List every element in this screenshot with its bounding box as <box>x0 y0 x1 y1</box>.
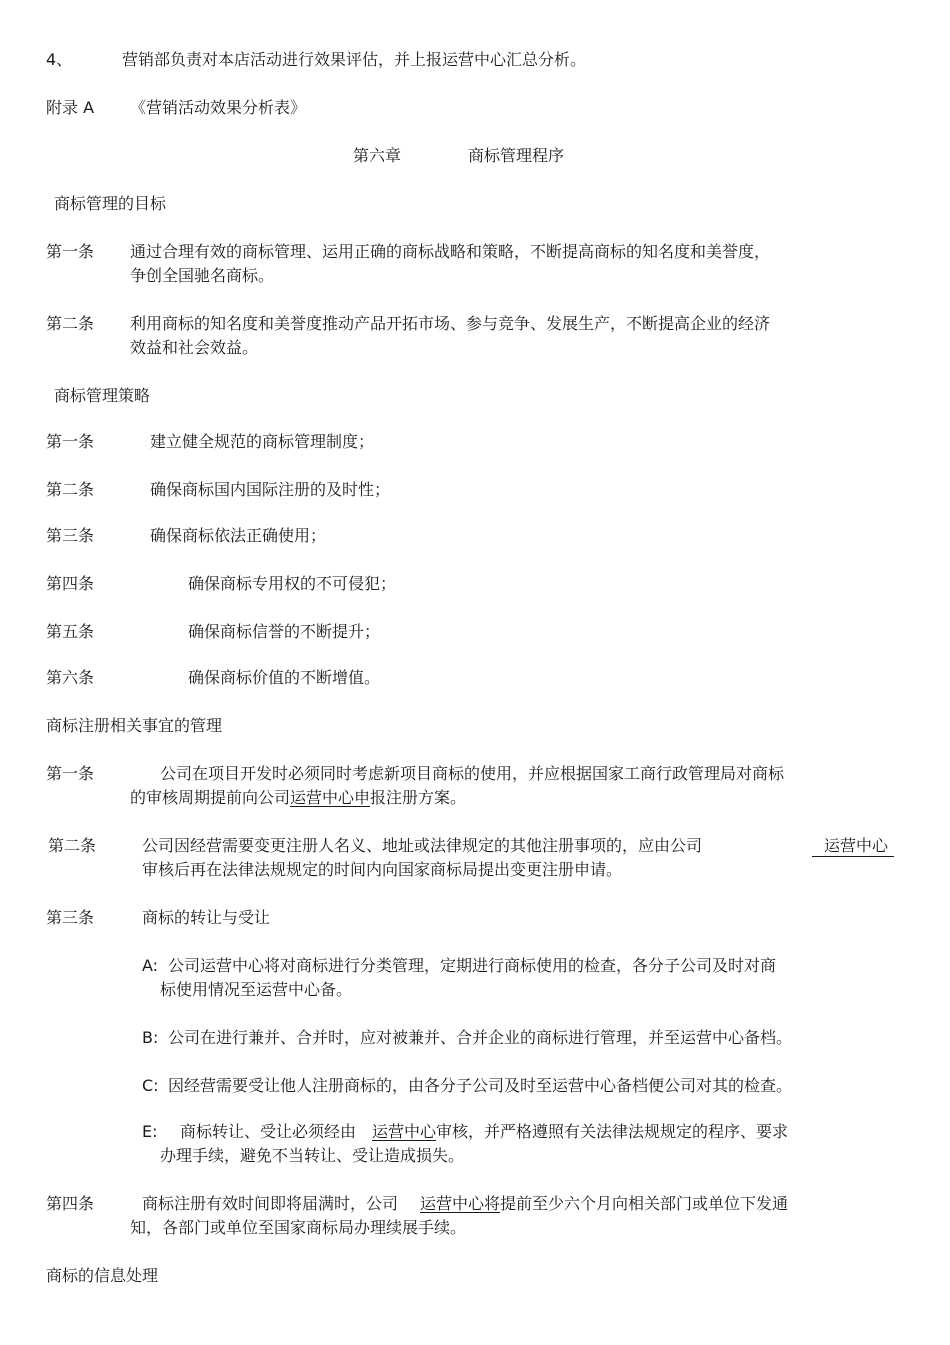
registration-article-4-line-1-start: 商标注册有效时间即将届满时，公司 <box>142 1194 399 1213</box>
sub-item-e-line-1-end: 审核，并严格遵照有关法律法规规定的程序、要求 <box>436 1122 789 1141</box>
sub-item-b-text: 公司在进行兼并、合并时，应对被兼并、合并企业的商标进行管理，并至运营中心备档。 <box>168 1028 793 1047</box>
sub-item-c-mark: C: <box>142 1076 159 1095</box>
appendix-title: 《营销活动效果分析表》 <box>130 98 307 117</box>
strategy-item-6-text: 确保商标价值的不断增值。 <box>188 668 381 687</box>
sub-item-a-line-1: 公司运营中心将对商标进行分类管理，定期进行商标使用的检查，各分子公司及时对商 <box>168 956 777 975</box>
operations-center-renewal-text: 运营中心将 <box>420 1194 501 1213</box>
item-4-text: 营销部负责对本店活动进行效果评估，并上报运营中心汇总分析。 <box>122 50 587 69</box>
operations-center-review-text: 运营中心 <box>372 1122 437 1141</box>
chapter-number: 第六章 <box>353 146 402 165</box>
strategy-item-1-text: 建立健全规范的商标管理制度； <box>150 432 375 451</box>
sub-item-b-mark: B: <box>142 1028 159 1047</box>
registration-article-4-line-1 <box>142 1193 788 1215</box>
operations-center-blank: 运营中心 <box>812 835 894 857</box>
registration-article-2-label: 第二条 <box>48 836 97 855</box>
registration-article-4-line-1-end: 提前至少六个月向相关部门或单位下发通 <box>500 1194 789 1213</box>
strategy-item-4-text: 确保商标专用权的不可侵犯； <box>188 574 397 593</box>
goals-article-2-line-2: 效益和社会效益。 <box>130 338 259 357</box>
strategy-item-6-label: 第六条 <box>46 668 95 687</box>
registration-article-1-line-2-end: 报注册方案。 <box>370 788 467 807</box>
goals-article-1-line-2: 争创全国驰名商标。 <box>130 266 275 285</box>
strategy-item-2-label: 第二条 <box>46 480 95 499</box>
strategy-item-5-text: 确保商标信誉的不断提升； <box>188 622 381 641</box>
sub-item-e-line-2: 办理手续，避免不当转让、受让造成损失。 <box>160 1146 465 1165</box>
goals-article-1-line-1: 通过合理有效的商标管理、运用正确的商标战略和策略，不断提高商标的知名度和美誉度， <box>130 242 771 261</box>
strategy-item-4-label: 第四条 <box>46 574 95 593</box>
goals-article-1-label: 第一条 <box>46 242 95 261</box>
registration-article-2-line-1: 公司因经营需要变更注册人名义、地址或法律规定的其他注册事项的，应由公司 <box>142 836 703 855</box>
sub-item-e-mark: E: <box>142 1122 158 1141</box>
section-heading-registration: 商标注册相关事宜的管理 <box>46 716 223 735</box>
strategy-item-3-label: 第三条 <box>46 526 95 545</box>
section-heading-goals: 商标管理的目标 <box>54 194 167 213</box>
registration-article-1-line-2-start: 的审核周期提前向公司 <box>130 788 291 807</box>
chapter-title: 商标管理程序 <box>468 146 565 165</box>
registration-article-3-label: 第三条 <box>46 908 95 927</box>
registration-article-4-label: 第四条 <box>46 1194 95 1213</box>
sub-item-c-text: 因经营需要受让他人注册商标的，由各分子公司及时至运营中心备档便公司对其的检查。 <box>168 1076 793 1095</box>
sub-item-a-line-2: 标使用情况至运营中心备。 <box>160 980 353 999</box>
registration-article-1-line-2 <box>130 787 466 809</box>
strategy-item-2-text: 确保商标国内国际注册的及时性； <box>150 480 391 499</box>
strategy-item-3-text: 确保商标依法正确使用； <box>150 526 327 545</box>
appendix-label: 附录 A <box>46 98 95 117</box>
operations-center-link-text: 运营中心申 <box>290 788 371 807</box>
section-heading-strategy: 商标管理策略 <box>54 386 151 405</box>
goals-article-2-label: 第二条 <box>46 314 95 333</box>
section-heading-info: 商标的信息处理 <box>46 1266 159 1285</box>
goals-article-2-line-1: 利用商标的知名度和美誉度推动产品开拓市场、参与竞争、发展生产，不断提高企业的经济 <box>130 314 771 333</box>
registration-article-2-line-2: 审核后再在法律法规规定的时间内向国家商标局提出变更注册申请。 <box>142 860 623 879</box>
sub-item-a-mark: A: <box>142 956 159 975</box>
registration-article-1-label: 第一条 <box>46 764 95 783</box>
registration-article-1-line-1: 公司在项目开发时必须同时考虑新项目商标的使用，并应根据国家工商行政管理局对商标 <box>160 764 785 783</box>
sub-item-e-line-1-start: 商标转让、受让必须经由 <box>180 1122 357 1141</box>
registration-article-3-text: 商标的转让与受让 <box>142 908 271 927</box>
item-4-number: 4、 <box>46 50 73 69</box>
registration-article-4-line-2: 知，各部门或单位至国家商标局办理续展手续。 <box>130 1218 467 1237</box>
strategy-item-5-label: 第五条 <box>46 622 95 641</box>
strategy-item-1-label: 第一条 <box>46 432 95 451</box>
sub-item-e-line-1 <box>180 1121 788 1143</box>
